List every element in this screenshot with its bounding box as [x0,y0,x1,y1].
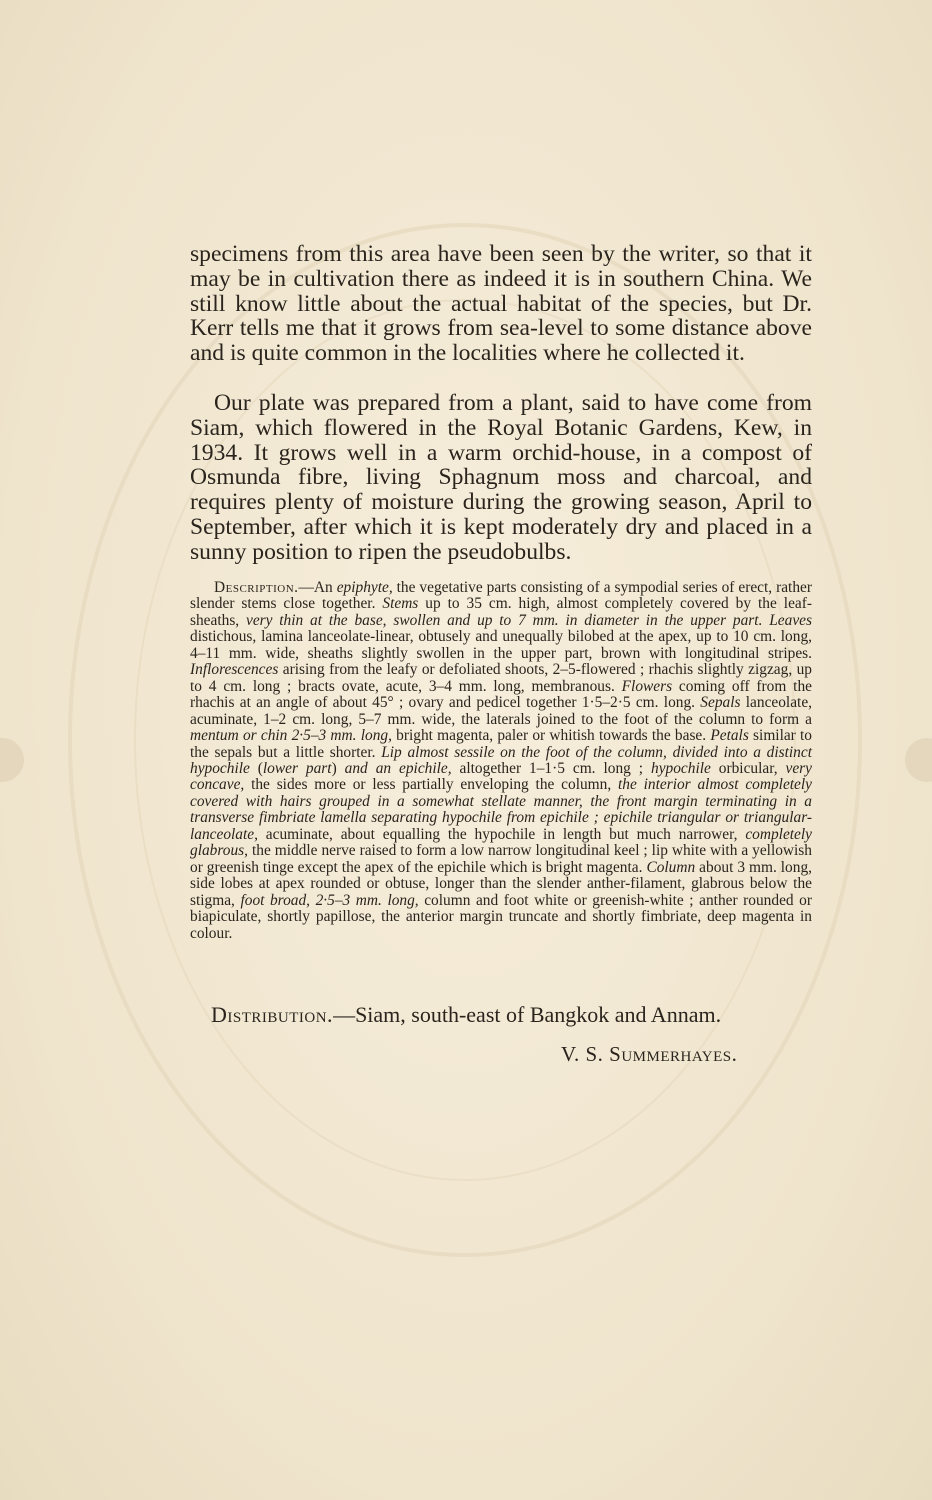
description-run: lanceolate, acuminate, 1–2 cm. long, 5–7 mm. wide, the laterals joined to the foot of the column to form a [190,694,812,728]
body-paragraph-1: specimens from this area have been seen by the writer, so that it may be in cultivation there as indeed it is in southern China. We still know little about the actual habitat of the species, but Dr. Kerr tells me that it grows from sea-level to some distance above and is quite common in the localities where he collected it. [190,241,812,367]
description-italic-run: and an epichile, [344,759,452,777]
description-run: the vegetative parts consisting of a sympodial series of erect, rather slender stems close together. [190,579,812,613]
description-run: —An [298,579,337,596]
description-italic-run: completely glabrous, [190,825,812,860]
description-run: orbicular, [710,759,786,777]
description-italic-run: Flowers [621,677,673,695]
body-paragraph-2: Our plate was prepared from a plant, said to have come from Siam, which flowered in the Royal Botanic Gardens, Kew, in 1934. It grows well in a warm orchid-house, in a compost of Osmunda fibre, living Sphagnum moss and charcoal, and requires plenty of moisture during the growing season, April to September, after which it is kept moderately dry and placed in a sunny position to ripen the pseudobulbs. [190,390,812,565]
description-run: the middle nerve raised to form a low narrow longitudinal keel ; lip white with a yellowish or greenish tinge except the apex of the epichile which is bright magenta. [190,842,812,876]
description-italic-run: Lip almost sessile on the foot of the column, divided into a distinct hypochile [190,743,812,777]
description-italic-run: mentum or chin 2·5–3 mm. long, [190,727,392,745]
description-run: up to 35 cm. high, almost completely covered by the leaf-sheaths, [190,595,812,629]
description-italic-run: hypochile [651,759,711,777]
description-run: distichous, lamina lanceolate-linear, obtusely and unequally bilobed at the apex, up to 10 cm. long, 4–11 mm. wide, sheaths slightly swollen in the upper part, brown with longitudinal stripes. [190,628,812,662]
description-italic-run: very concave, [190,759,812,794]
distribution-line [211,1002,721,1028]
description-italic-run: Petals [710,727,749,745]
description-run: coming off from the rhachis at an angle of about 45° ; ovary and pedicel together 1·5–2·5 cm. long. [190,677,812,712]
description-run: ) [331,759,345,777]
description-italic-run: Column [646,858,696,876]
description-italic-run: Leaves [769,611,812,629]
description-run: bright magenta, paler or whitish towards the base. [391,727,711,745]
description-italic-run: lower part [262,759,332,777]
description-text [190,579,812,942]
description-italic-run: foot broad, 2·5–3 mm. long, [240,891,419,909]
description-run: about 3 mm. long, side lobes at apex rounded or obtuse, longer than the slender anther-filament, glabrous below the stigma, [190,858,812,909]
description-run: ( [249,759,263,777]
description-italic-run: the interior almost completely covered with hairs grouped in a somewhat stellate manner, the front margin terminating in a transverse fimbriate lamella separating hypochile from epichile ; epichile triangular or triangular-lanceolate, [190,776,812,843]
description-italic-run: Stems [382,595,419,613]
distribution-heading: Distribution. [211,1002,334,1027]
description-italic-run: Sepals [700,694,741,712]
description-run: arising from the leafy or defoliated shoots, 2–5-flowered ; rhachis slightly zigzag, up to 4 cm. long ; bracts ovate, acute, 3–4 mm. long, membranous. [190,661,812,695]
description-run: similar to the sepals but a little shorter. [190,727,812,761]
distribution-text: —Siam, south-east of Bangkok and Annam. [333,1002,722,1027]
description-italic-run: epiphyte, [336,579,393,596]
description-italic-run: very thin at the base, swollen and up to 7 mm. in diameter in the upper part. [245,611,763,629]
description-run: column and foot white or greenish-white ; anther rounded or biapiculate, shortly papillose, the anterior margin truncate and shortly fimbriate, deep magenta in colour. [190,891,812,942]
description-run: acuminate, about equalling the hypochile in length but much narrower, [257,825,746,843]
description-run: altogether 1–1·5 cm. long ; [451,759,651,777]
description-run: the sides more or less partially enveloping the column, [244,776,619,794]
description-italic-run: Inflorescences [190,661,279,679]
description-paragraph [190,580,812,942]
description-heading: Description. [214,579,299,596]
author-signature: V. S. Summerhayes. [561,1042,738,1066]
